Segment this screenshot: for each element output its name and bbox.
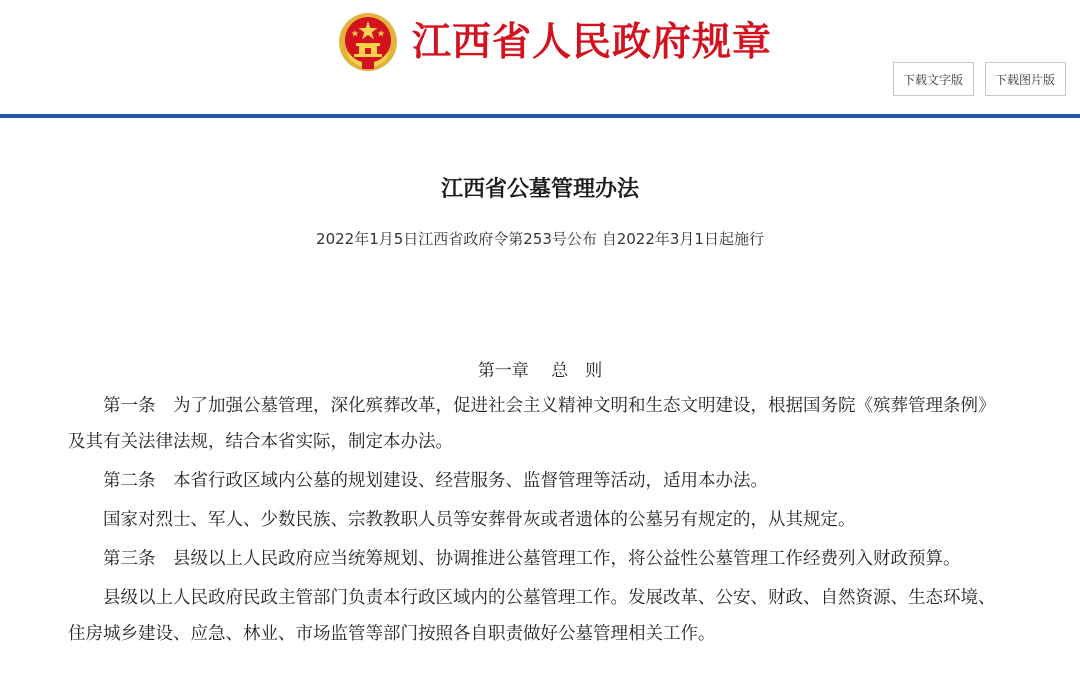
article-paragraph: 国家对烈士、军人、少数民族、宗教教职人员等安葬骨灰或者遗体的公墓另有规定的，从其规定。 [103, 510, 856, 530]
document-title: 江西省公墓管理办法 [440, 176, 639, 202]
header-divider [0, 114, 1080, 118]
page-header [0, 0, 1080, 118]
chapter-heading: 第一章 总 则 [477, 361, 603, 381]
download-text-version-button[interactable]: 下载文字版 [893, 62, 974, 96]
article-paragraph: 第二条 本省行政区域内公墓的规划建设、经营服务、监督管理等活动，适用本办法。 [103, 471, 768, 491]
article-paragraph: 第三条 县级以上人民政府应当统筹规划、协调推进公墓管理工作，将公益性公墓管理工作经费列入财政预算。 [103, 549, 961, 569]
document-meta: 2022年1月5日江西省政府令第253号公布 自2022年3月1日起施行 [316, 230, 764, 248]
article-paragraph: 第一条 为了加强公墓管理，深化殡葬改革，促进社会主义精神文明和生态文明建设，根据国务院《殡葬管理条例》及其有关法律法规，结合本省实际，制定本办法。 [68, 396, 996, 452]
site-title: 江西省人民政府规章 [412, 19, 773, 65]
document-body [68, 388, 998, 655]
download-image-version-button[interactable]: 下载图片版 [985, 62, 1066, 96]
article-paragraph: 县级以上人民政府民政主管部门负责本行政区域内的公墓管理工作。发展改革、公安、财政、自然资源、生态环境、住房城乡建设、应急、林业、市场监管等部门按照各自职责做好公墓管理相关工作。 [68, 588, 996, 644]
national-emblem-icon [338, 12, 398, 72]
